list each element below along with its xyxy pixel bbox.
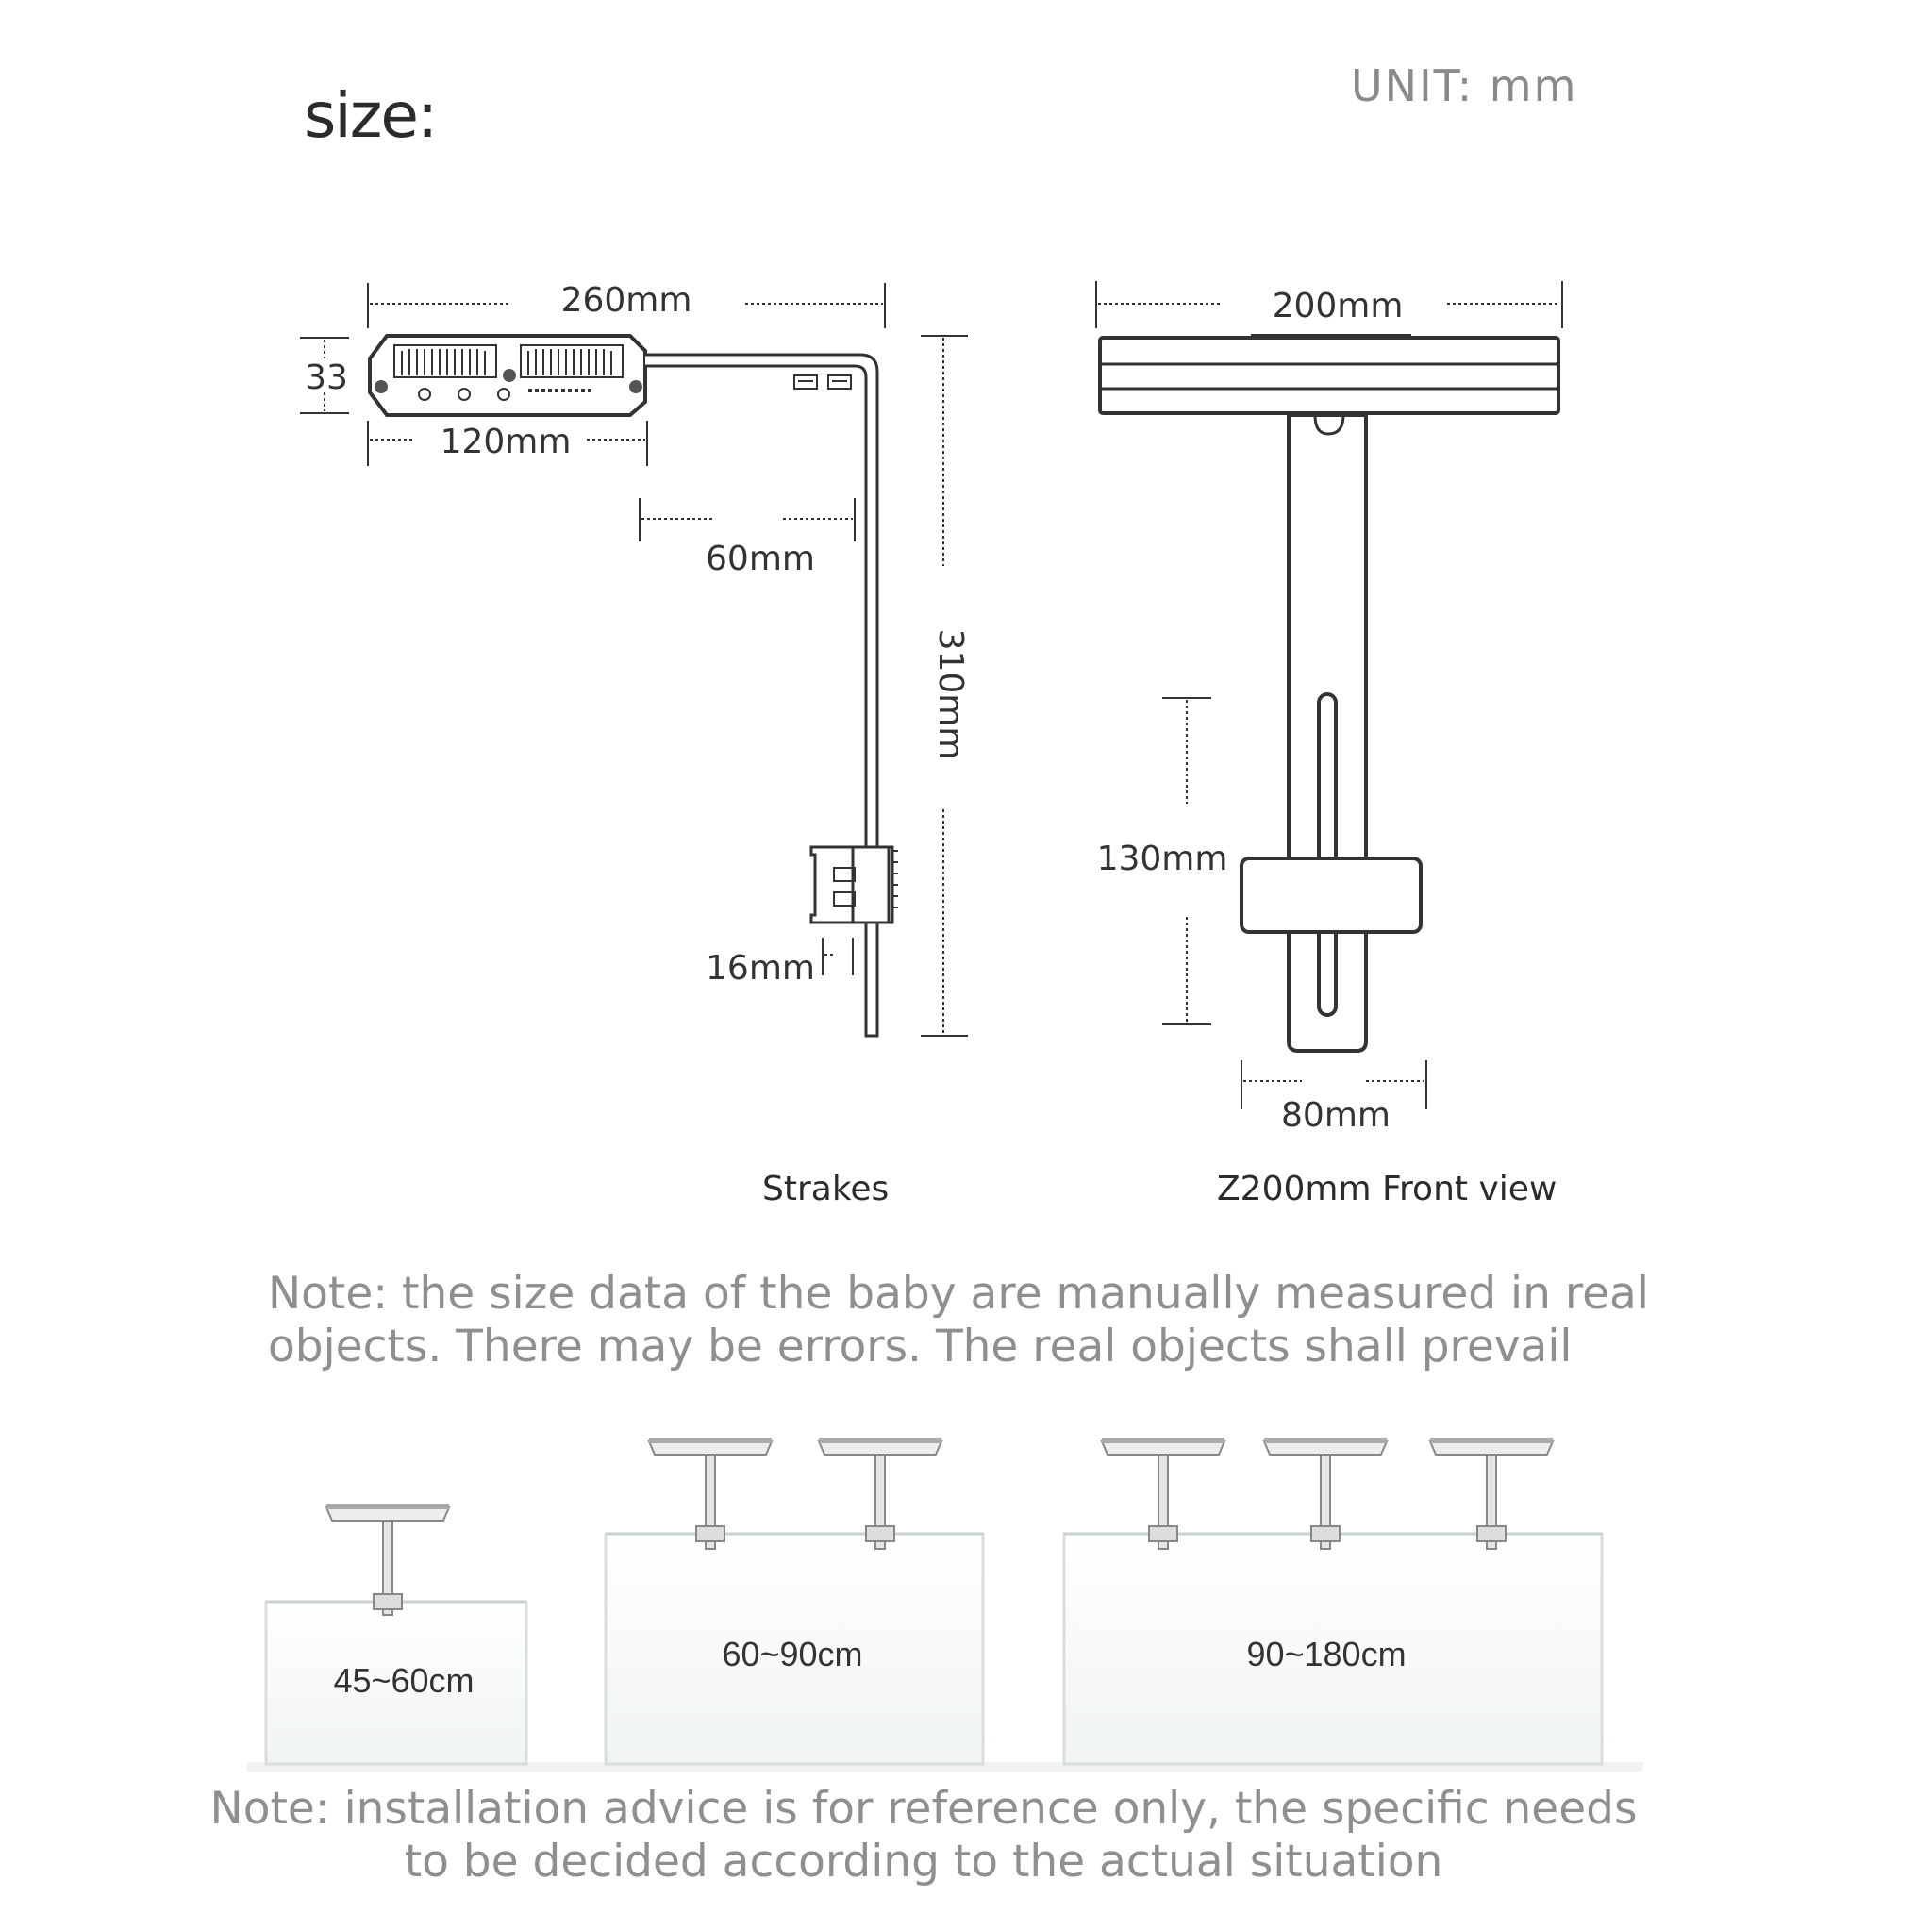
tank-illustrations — [247, 1438, 1643, 1772]
arm-front — [1289, 415, 1366, 1051]
front-view-drawing — [1096, 281, 1562, 1109]
measurement-note-line1: Note: the size data of the baby are manually measured in real — [268, 1268, 1649, 1320]
tank-label-small: 45~60cm — [333, 1661, 475, 1700]
dim-120-label: 120mm — [440, 423, 572, 461]
side-view-drawing — [300, 283, 968, 1036]
light-fixture-1 — [326, 1504, 449, 1615]
light-fixture-3b — [1264, 1438, 1387, 1549]
tank-label-medium: 60~90cm — [722, 1635, 863, 1673]
clamp-front — [1241, 858, 1421, 932]
light-fixture-3a — [1102, 1438, 1224, 1549]
front-view-caption: Z200mm Front view — [1217, 1170, 1557, 1208]
dim-60-line — [640, 498, 855, 541]
dim-130-label: 130mm — [1096, 840, 1228, 878]
light-fixture-2b — [819, 1438, 941, 1549]
light-head-front — [1100, 336, 1558, 413]
installation-note-line1: Note: installation advice is for reference only, the specific needs — [209, 1783, 1638, 1835]
dim-310-label: 310mm — [931, 628, 970, 760]
dim-260-label: 260mm — [560, 281, 692, 320]
light-head-side — [370, 336, 645, 415]
clamp-side — [811, 847, 898, 923]
arm-side — [645, 355, 877, 1036]
light-fixture-3c — [1430, 1438, 1553, 1549]
dim-60-label: 60mm — [706, 540, 815, 578]
dim-16-label: 16mm — [706, 949, 815, 988]
dim-80-label: 80mm — [1281, 1096, 1391, 1135]
measurement-note-line2: objects. There may be errors. The real objects shall prevail — [268, 1321, 1573, 1373]
tank-label-large: 90~180cm — [1246, 1635, 1407, 1673]
tank-small — [266, 1504, 526, 1764]
tank-large — [1064, 1438, 1602, 1764]
dim-16-line — [823, 938, 853, 975]
page-title: size: — [304, 79, 437, 152]
measurement-note — [268, 1268, 1649, 1373]
dim-200-label: 200mm — [1272, 287, 1404, 325]
installation-note-line2: to be decided according to the actual situation — [404, 1836, 1443, 1888]
installation-note — [0, 1783, 1847, 1888]
tank-medium — [606, 1438, 983, 1764]
unit-label: UNIT: mm — [1351, 60, 1578, 111]
light-fixture-2a — [649, 1438, 772, 1549]
side-view-caption: Strakes — [762, 1170, 890, 1208]
dim-33-label: 33 — [305, 358, 348, 397]
